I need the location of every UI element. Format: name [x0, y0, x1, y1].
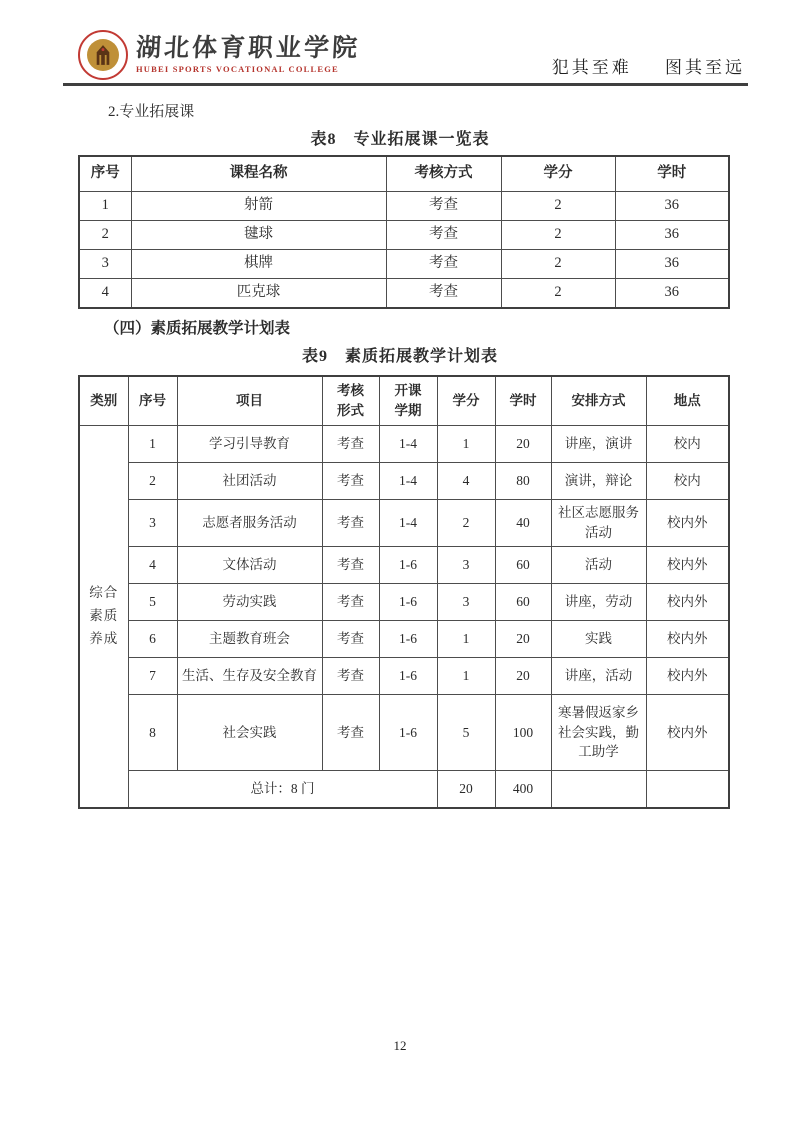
table-row [79, 500, 729, 547]
col-header-hours: 学时 [615, 156, 729, 192]
table-row [79, 584, 729, 621]
college-name-en: HUBEI SPORTS VOCATIONAL COLLEGE [136, 64, 339, 75]
table-row [79, 658, 729, 695]
table-row [79, 221, 729, 250]
cell-semester: 1-6 [379, 621, 437, 658]
cell-credits: 2 [437, 500, 495, 547]
cell-total-location [646, 771, 729, 808]
cell-location: 校内外 [646, 658, 729, 695]
col-header-seq: 序号 [128, 376, 177, 426]
cell-arrangement: 讲座，劳动 [551, 584, 646, 621]
table-row [79, 192, 729, 221]
cell-seq: 4 [128, 547, 177, 584]
cell-seq: 5 [128, 584, 177, 621]
col-header-credits: 学分 [501, 156, 615, 192]
table-row [79, 621, 729, 658]
col-header-semester [379, 376, 437, 426]
cell-project: 志愿者服务活动 [177, 500, 322, 547]
cell-hours: 20 [495, 621, 551, 658]
cell-total-arrangement [551, 771, 646, 808]
cell-hours: 36 [615, 279, 729, 308]
col-header-assessment: 考核方式 [386, 156, 501, 192]
cell-project: 文体活动 [177, 547, 322, 584]
course-table [78, 155, 730, 309]
cell-seq: 3 [128, 500, 177, 547]
cell-project: 社团活动 [177, 463, 322, 500]
cell-assessment: 考查 [386, 279, 501, 308]
cell-project: 生活、生存及安全教育 [177, 658, 322, 695]
table-row [79, 279, 729, 308]
semester-label: 开课学期 [394, 382, 422, 418]
table8-caption: 表8 专业拓展课一览表 [310, 130, 490, 148]
sub-heading: 2.专业拓展课 [108, 103, 195, 120]
table-row [79, 463, 729, 500]
cell-assess: 考查 [322, 463, 379, 500]
cell-location: 校内外 [646, 500, 729, 547]
cell-location: 校内外 [646, 584, 729, 621]
cell-assess: 考查 [322, 426, 379, 463]
cell-credits: 2 [501, 250, 615, 279]
cell-category [79, 426, 128, 808]
assess-form-label: 考核形式 [337, 382, 364, 418]
col-header-location: 地点 [646, 376, 729, 426]
cell-credits: 5 [437, 695, 495, 771]
table-row [79, 695, 729, 771]
cell-seq: 2 [79, 221, 131, 250]
quality-plan-table [78, 375, 730, 809]
cell-total-label: 总计：8 门 [128, 771, 437, 808]
college-names [136, 36, 360, 74]
col-header-seq: 序号 [79, 156, 131, 192]
header-motto [552, 53, 745, 80]
cell-credits: 1 [437, 621, 495, 658]
cell-location: 校内外 [646, 621, 729, 658]
cell-seq: 2 [128, 463, 177, 500]
page-header [0, 0, 800, 80]
cell-seq: 8 [128, 695, 177, 771]
cell-credits: 2 [501, 221, 615, 250]
cell-hours: 36 [615, 192, 729, 221]
cell-hours: 20 [495, 426, 551, 463]
cell-total-hours: 400 [495, 771, 551, 808]
cell-semester: 1-4 [379, 463, 437, 500]
cell-seq: 1 [79, 192, 131, 221]
cell-assess: 考查 [322, 658, 379, 695]
cell-course: 匹克球 [131, 279, 386, 308]
cell-arrangement: 实践 [551, 621, 646, 658]
cell-location: 校内外 [646, 695, 729, 771]
cell-arrangement: 活动 [551, 547, 646, 584]
header-rule [63, 83, 748, 86]
cell-project: 社会实践 [177, 695, 322, 771]
cell-assessment: 考查 [386, 221, 501, 250]
table-total-row [79, 771, 729, 808]
cell-credits: 3 [437, 547, 495, 584]
seal-emblem-icon [87, 39, 119, 71]
cell-semester: 1-4 [379, 500, 437, 547]
page-number: 12 [393, 1038, 407, 1053]
col-header-category: 类别 [79, 376, 128, 426]
cell-assess: 考查 [322, 500, 379, 547]
cell-credits: 2 [501, 279, 615, 308]
cell-semester: 1-4 [379, 426, 437, 463]
cell-assessment: 考查 [386, 250, 501, 279]
col-header-assess-form [322, 376, 379, 426]
cell-seq: 4 [79, 279, 131, 308]
cell-location: 校内 [646, 426, 729, 463]
col-header-hours: 学时 [495, 376, 551, 426]
table-header-row [79, 156, 729, 192]
cell-seq: 7 [128, 658, 177, 695]
cell-seq: 6 [128, 621, 177, 658]
cell-course: 毽球 [131, 221, 386, 250]
plan-heading: （四）素质拓展教学计划表 [104, 319, 291, 337]
cell-project: 主题教育班会 [177, 621, 322, 658]
cell-assess: 考查 [322, 547, 379, 584]
cell-semester: 1-6 [379, 695, 437, 771]
cell-credits: 4 [437, 463, 495, 500]
motto-left: 犯其至难 [551, 58, 632, 77]
col-header-course: 课程名称 [131, 156, 386, 192]
table9-caption: 表9 素质拓展教学计划表 [301, 347, 498, 365]
cell-hours: 80 [495, 463, 551, 500]
cell-assessment: 考查 [386, 192, 501, 221]
cell-credits: 2 [501, 192, 615, 221]
cell-arrangement: 社区志愿服务活动 [551, 500, 646, 547]
cell-arrangement: 寒暑假返家乡社会实践，勤工助学 [551, 695, 646, 771]
table-row [79, 547, 729, 584]
table-header-row [79, 376, 729, 426]
cell-arrangement: 讲座，演讲 [551, 426, 646, 463]
cell-hours: 100 [495, 695, 551, 771]
cell-hours: 20 [495, 658, 551, 695]
cell-assess: 考查 [322, 621, 379, 658]
col-header-credits: 学分 [437, 376, 495, 426]
cell-hours: 40 [495, 500, 551, 547]
cell-credits: 1 [437, 426, 495, 463]
cell-assess: 考查 [322, 695, 379, 771]
college-seal-icon [78, 30, 128, 80]
college-name-cn: 湖北体育职业学院 [135, 34, 361, 62]
cell-credits: 1 [437, 658, 495, 695]
cell-hours: 36 [615, 221, 729, 250]
cell-semester: 1-6 [379, 658, 437, 695]
cell-location: 校内 [646, 463, 729, 500]
cell-hours: 36 [615, 250, 729, 279]
col-header-project: 项目 [177, 376, 322, 426]
motto-right: 图其至远 [665, 58, 745, 77]
cell-seq: 3 [79, 250, 131, 279]
cell-semester: 1-6 [379, 547, 437, 584]
category-label: 综合素质养成 [89, 584, 119, 646]
cell-assess: 考查 [322, 584, 379, 621]
cell-semester: 1-6 [379, 584, 437, 621]
cell-course: 棋牌 [131, 250, 386, 279]
cell-credits: 3 [437, 584, 495, 621]
cell-seq: 1 [128, 426, 177, 463]
college-brand [78, 30, 360, 80]
table-row [79, 426, 729, 463]
cell-hours: 60 [495, 584, 551, 621]
cell-location: 校内外 [646, 547, 729, 584]
col-header-arrangement: 安排方式 [551, 376, 646, 426]
cell-arrangement: 演讲，辩论 [551, 463, 646, 500]
cell-total-credits: 20 [437, 771, 495, 808]
seal-tower-icon [94, 44, 112, 66]
cell-project: 学习引导教育 [177, 426, 322, 463]
cell-arrangement: 讲座，活动 [551, 658, 646, 695]
table-row [79, 250, 729, 279]
cell-project: 劳动实践 [177, 584, 322, 621]
cell-hours: 60 [495, 547, 551, 584]
cell-course: 射箭 [131, 192, 386, 221]
